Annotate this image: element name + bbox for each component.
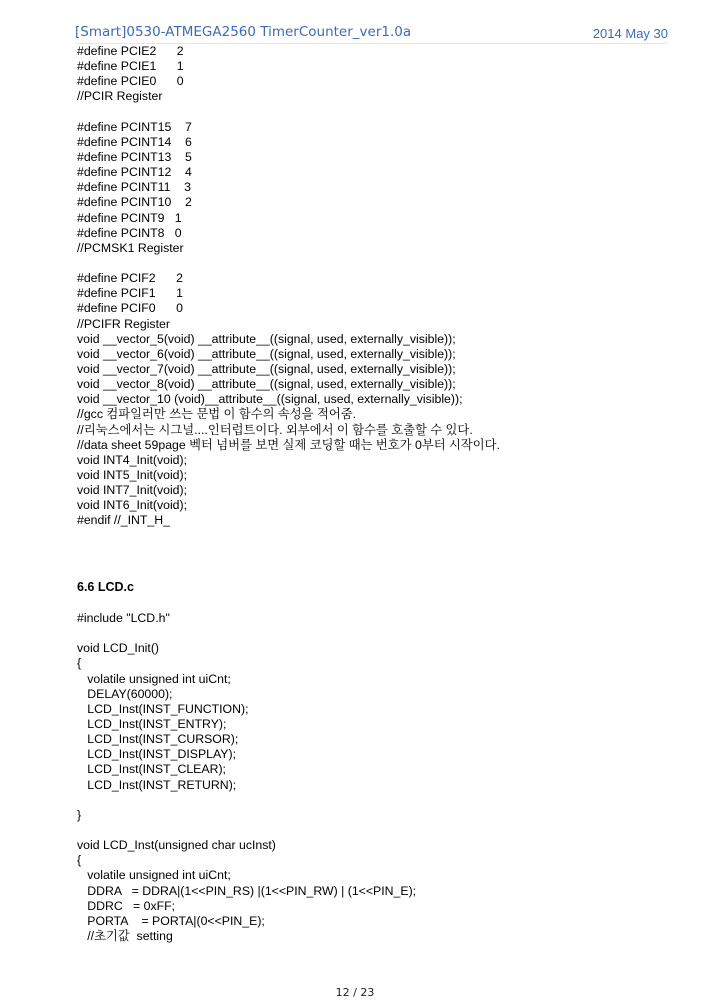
code-line: #define PCINT10 2: [77, 195, 192, 210]
code-line: [77, 823, 416, 838]
code-line: #define PCINT14 6: [77, 134, 192, 149]
code-line: }: [77, 807, 82, 822]
code-line: #define PCINT12 4: [77, 165, 192, 180]
code-line: [77, 256, 500, 271]
code-line: LCD_Inst(INST_CURSOR);: [77, 732, 239, 747]
code-line: LCD_Inst(INST_DISPLAY);: [77, 747, 236, 762]
document-title: [Smart]0530-ATMEGA2560 TimerCounter_ver1.0a: [75, 24, 412, 40]
code-line: DDRA = DDRA|(1<<PIN_RS) |(1<<PIN_RW) | (1<<PIN_E);: [77, 883, 417, 898]
code-line: void INT4_Init(void);: [77, 452, 188, 467]
code-line: #define PCIF1 1: [77, 286, 183, 301]
code-line: #endif //_INT_H_: [77, 513, 170, 528]
code-line: //리눅스에서는 시그널....인터럽트이다. 외부에서 이 함수를 호출할 수 있다.: [77, 422, 473, 437]
code-line: #define PCIE0 0: [77, 74, 184, 89]
code-block-top: [77, 44, 500, 529]
code-line: #define PCIF0 0: [77, 301, 183, 316]
code-line: #include "LCD.h": [77, 611, 170, 625]
code-line: LCD_Inst(INST_CLEAR);: [77, 762, 226, 777]
document-date: 2014 May 30: [592, 26, 668, 41]
code-line: #define PCINT8 0: [77, 225, 182, 240]
code-line: void __vector_5(void) __attribute__((signal, used, externally_visible));: [77, 331, 456, 346]
section-heading: 6.6 LCD.c: [77, 580, 134, 594]
code-line: void INT5_Init(void);: [77, 467, 188, 482]
code-line: {: [77, 656, 82, 671]
code-line: #define PCIE1 1: [77, 59, 184, 74]
code-line: void LCD_Init(): [77, 641, 160, 656]
code-line: [77, 626, 416, 641]
code-line: //PCIR Register: [77, 89, 163, 104]
code-line: //PCIFR Register: [77, 316, 170, 331]
code-line: LCD_Inst(INST_FUNCTION);: [77, 701, 249, 716]
code-line: void __vector_6(void) __attribute__((signal, used, externally_visible));: [77, 346, 456, 361]
code-line: //PCMSK1 Register: [77, 240, 184, 255]
code-line: void __vector_7(void) __attribute__((signal, used, externally_visible));: [77, 361, 456, 376]
page-number: 12 / 23: [335, 986, 375, 999]
code-line: volatile unsigned int uiCnt;: [77, 671, 231, 686]
code-block-bottom: [77, 611, 416, 944]
code-line: LCD_Inst(INST_ENTRY);: [77, 716, 227, 731]
code-line: [77, 793, 416, 808]
code-line: void INT6_Init(void);: [77, 498, 188, 513]
code-line: {: [77, 853, 82, 868]
code-line: PORTA = PORTA|(0<<PIN_E);: [77, 913, 265, 928]
code-line: #define PCINT13 5: [77, 149, 192, 164]
code-line: DELAY(60000);: [77, 686, 173, 701]
code-line: void __vector_8(void) __attribute__((signal, used, externally_visible));: [77, 377, 456, 392]
code-line: LCD_Inst(INST_RETURN);: [77, 777, 237, 792]
code-line: //data sheet 59page 벡터 넘버를 보면 실제 코딩할 때는 번호가 0부터 시작이다.: [77, 437, 500, 452]
code-line: #define PCIE2 2: [77, 44, 184, 58]
code-line: #define PCINT9 1: [77, 210, 182, 225]
code-line: //초기값 setting: [77, 928, 173, 943]
code-line: void INT7_Init(void);: [77, 483, 188, 498]
code-line: void LCD_Inst(unsigned char ucInst): [77, 838, 276, 853]
code-line: [77, 105, 500, 120]
code-line: DDRC = 0xFF;: [77, 898, 176, 913]
code-line: #define PCINT11 3: [77, 180, 191, 195]
code-line: #define PCIF2 2: [77, 271, 183, 286]
code-line: #define PCINT15 7: [77, 119, 192, 134]
code-line: void __vector_10 (void)__attribute__((signal, used, externally_visible));: [77, 392, 463, 407]
code-line: volatile unsigned int uiCnt;: [77, 868, 231, 883]
code-line: //gcc 컴파일러만 쓰는 문법 이 함수의 속성을 적어줌.: [77, 407, 356, 422]
